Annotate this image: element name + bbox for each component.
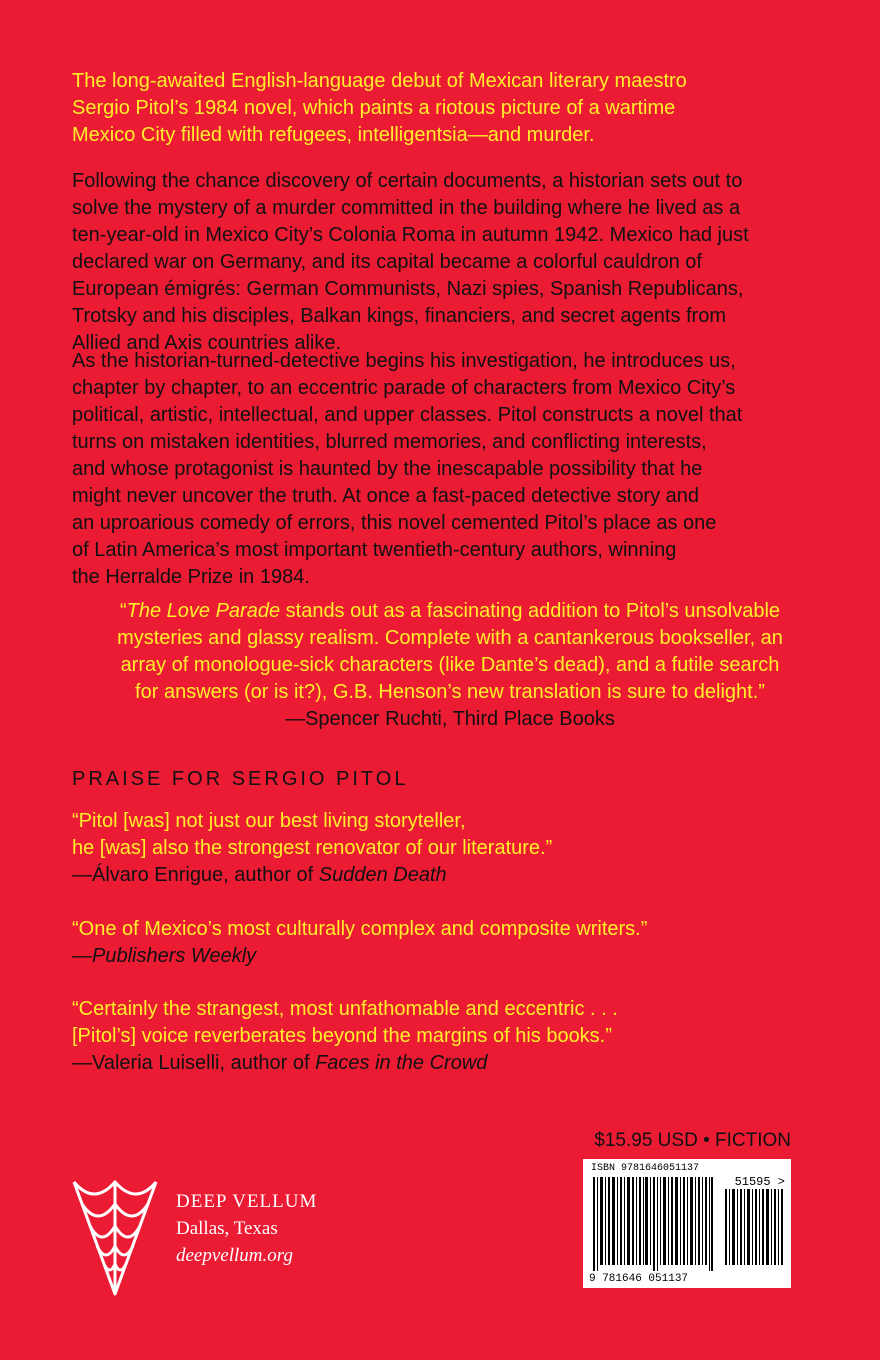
synopsis-line: turns on mistaken identities, blurred memories, and conflicting interests, — [72, 431, 707, 453]
publisher-city: Dallas, Texas — [176, 1218, 278, 1239]
isbn-label: ISBN 9781646051137 — [591, 1163, 700, 1174]
praise-quote-line: he [was] also the strongest renovator of our literature.” — [72, 837, 553, 859]
work-title: Faces in the Crowd — [315, 1052, 488, 1074]
lead-paragraph — [72, 68, 812, 149]
lead-line: Mexico City filled with refugees, intelligentsia—and murder. — [72, 124, 595, 146]
praise-attribution: —Álvaro Enrigue, author of Sudden Death — [72, 864, 447, 886]
praise-quote-line: [Pitol’s] voice reverberates beyond the margins of his books.” — [72, 1025, 612, 1047]
synopsis-line: ten-year-old in Mexico City’s Colonia Roma in autumn 1942. Mexico had just — [72, 224, 749, 246]
quote-line: for answers (or is it?), G.B. Henson’s new translation is sure to delight.” — [135, 681, 765, 703]
synopsis-line: As the historian-turned-detective begins his investigation, he introduces us, — [72, 350, 736, 372]
synopsis-line: Following the chance discovery of certain documents, a historian sets out to — [72, 170, 743, 192]
synopsis-paragraph-2 — [72, 348, 812, 591]
synopsis-line: Allied and Axis countries alike. — [72, 332, 342, 354]
praise-attribution: —Valeria Luiselli, author of Faces in the Crowd — [72, 1052, 488, 1074]
praise-item — [72, 916, 812, 970]
praise-quote-line: “Pitol [was] not just our best living storyteller, — [72, 810, 466, 832]
synopsis-line: political, artistic, intellectual, and upper classes. Pitol constructs a novel that — [72, 404, 743, 426]
praise-item — [72, 808, 812, 889]
synopsis-line: an uproarious comedy of errors, this novel cemented Pitol’s place as one — [72, 512, 717, 534]
synopsis-line: the Herralde Prize in 1984. — [72, 566, 310, 588]
price-category: $15.95 USD • FICTION — [594, 1130, 791, 1151]
publisher-name: DEEP VELLUM — [176, 1191, 318, 1212]
praise-quote-line: “One of Mexico’s most culturally complex and composite writers.” — [72, 918, 648, 940]
quote-line: array of monologue-sick characters (like Dante’s dead), and a futile search — [120, 654, 780, 676]
isbn-barcode — [583, 1159, 791, 1288]
price-code: 51595 > — [734, 1175, 785, 1189]
publisher-url[interactable]: deepvellum.org — [176, 1245, 293, 1266]
synopsis-line: chapter by chapter, to an eccentric parade of characters from Mexico City’s — [72, 377, 736, 399]
praise-quote-line: “Certainly the strangest, most unfathomable and eccentric . . . — [72, 998, 618, 1020]
quote-line: mysteries and glassy realism. Complete with a cantankerous bookseller, an — [117, 627, 783, 649]
synopsis-line: European émigrés: German Communists, Nazi spies, Spanish Republicans, — [72, 278, 744, 300]
work-title: Publishers Weekly — [92, 945, 257, 967]
quote-line-rest: stands out as a fascinating addition to Pitol’s unsolvable — [280, 600, 781, 622]
work-title: Sudden Death — [318, 864, 447, 886]
lead-line: The long-awaited English-language debut of Mexican literary maestro — [72, 70, 687, 92]
synopsis-paragraph-1 — [72, 168, 812, 357]
synopsis-line: declared war on Germany, and its capital became a colorful cauldron of — [72, 251, 702, 273]
praise-attribution: —Publishers Weekly — [72, 945, 257, 967]
lead-line: Sergio Pitol’s 1984 novel, which paints a riotous picture of a wartime — [72, 97, 676, 119]
barcode-bars — [583, 1159, 791, 1288]
book-title: The Love Parade — [126, 600, 281, 622]
synopsis-line: of Latin America’s most important twentieth-century authors, winning — [72, 539, 677, 561]
synopsis-line: might never uncover the truth. At once a fast-paced detective story and — [72, 485, 700, 507]
synopsis-line: solve the mystery of a murder committed in the building where he lived as a — [72, 197, 741, 219]
praise-heading: PRAISE FOR SERGIO PITOL — [72, 768, 409, 790]
synopsis-line: Trotsky and his disciples, Balkan kings, financiers, and secret agents from — [72, 305, 727, 327]
publisher-info — [176, 1188, 317, 1269]
quote-line — [90, 598, 810, 625]
quote-open-mark: “ — [119, 600, 127, 622]
synopsis-line: and whose protagonist is haunted by the inescapable possibility that he — [72, 458, 703, 480]
featured-quote — [90, 598, 810, 706]
deep-vellum-logo-icon — [70, 1176, 160, 1300]
featured-quote-attribution: —Spencer Ruchti, Third Place Books — [285, 708, 615, 730]
isbn-digits: 9 781646 051137 — [589, 1273, 689, 1285]
praise-item — [72, 996, 812, 1077]
